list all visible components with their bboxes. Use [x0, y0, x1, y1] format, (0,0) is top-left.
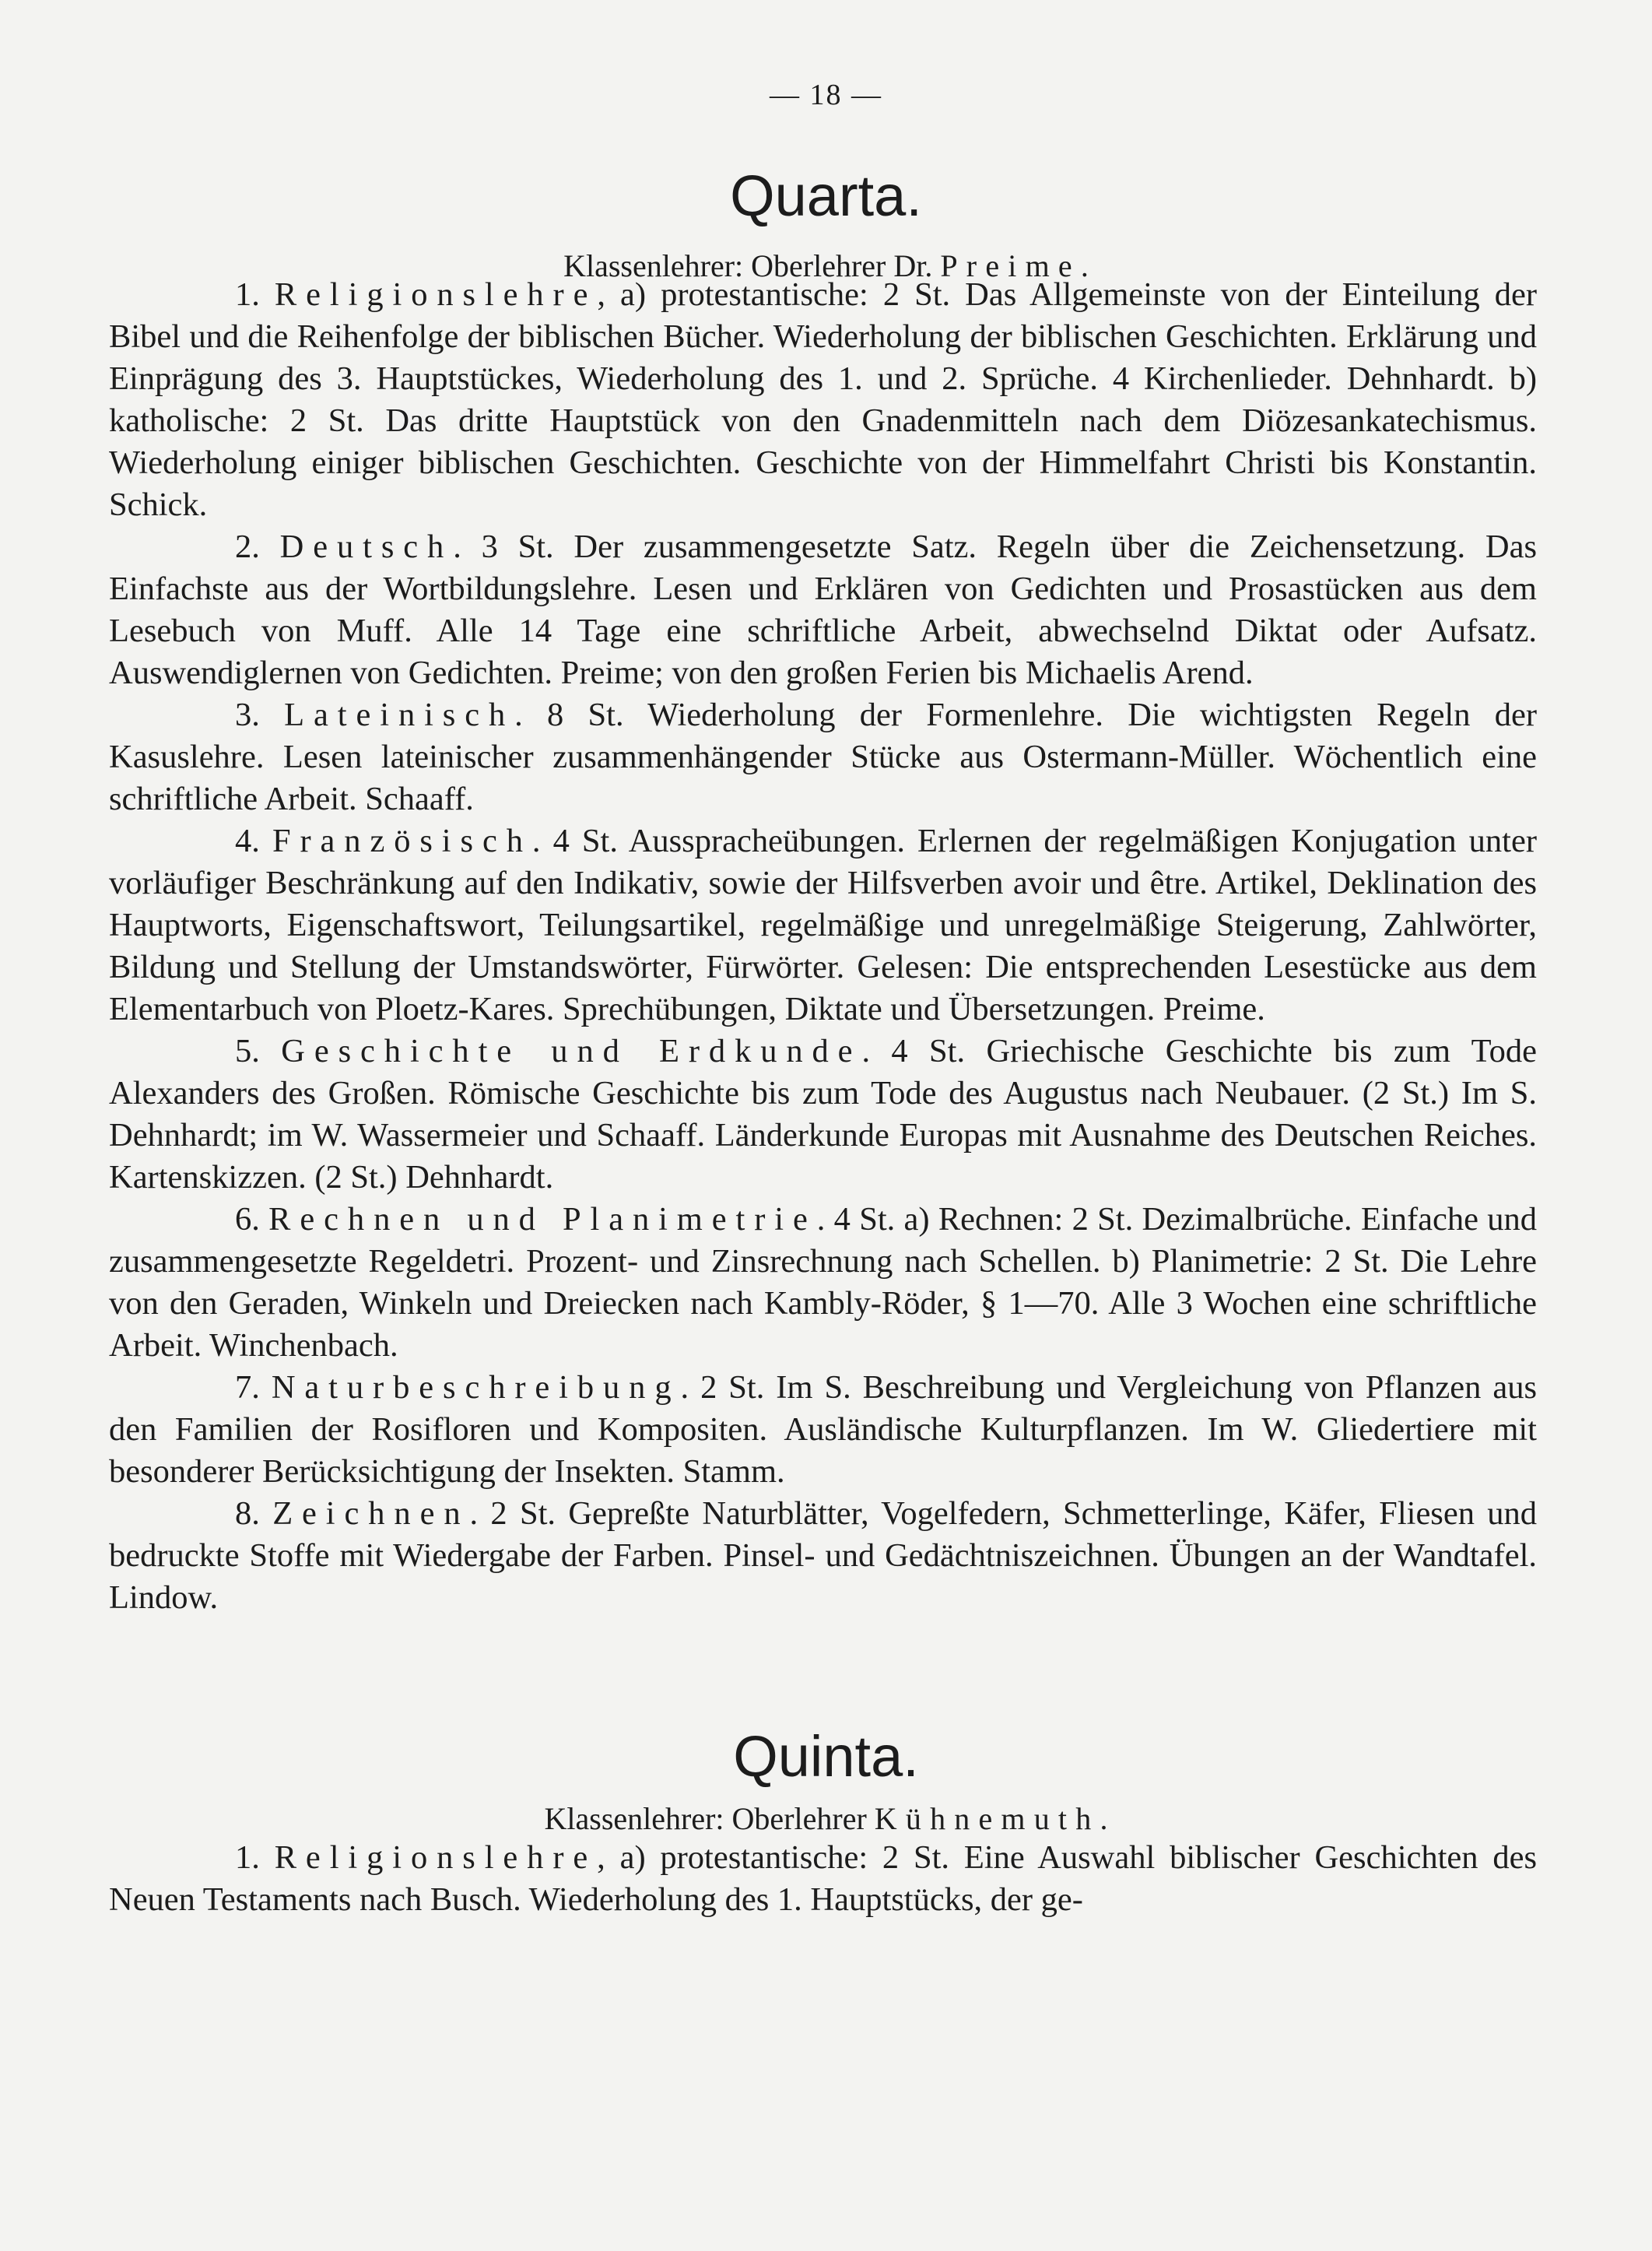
teacher-prefix: Klassenlehrer: Oberlehrer	[544, 1801, 875, 1836]
page-number: — 18 —	[770, 79, 882, 111]
subject-name: Deutsch	[279, 529, 454, 565]
paragraph-franzoesisch: 4. Französisch. 4 St. Ausspracheübungen. Erlernen der regelmäßigen Konjugation unter vorläufiger Beschränkung auf den Indikativ, sowie der Hilfsverben avoir und être. Artikel, Deklination des Hauptworts, Eigenschaftswort, Teilungsartikel, regelmäßige und unregelmäßige Steigerung, Zahlwörter, Bildung und Stellung der Umstandswörter, Fürwörter. Gelesen: Die entsprechenden Lesestücke aus dem Elementarbuch von Ploetz-Kares. Sprechübungen, Diktate und Übersetzungen. Preime.	[109, 823, 1537, 1027]
teacher-name: Preime	[940, 248, 1081, 283]
paragraph-religion: 1. Religionslehre, a) protestantische: 2 St. Das Allgemeinste von der Einteilung der Bibel und die Reihenfolge der biblischen Bücher. Wiederholung der biblischen Geschichten. Erklärung und Einprägung des 3. Hauptstückes, Wiederholung des 1. und 2. Sprüche. 4 Kirchenlieder. Dehnhardt. b) katholische: 2 St. Das dritte Hauptstück von den Gnadenmitteln nach dem Diözesankatechismus. Wiederholung einiger biblischen Geschichten. Geschichte von der Himmelfahrt Christi bis Konstantin. Schick.	[109, 276, 1538, 523]
subject-name: Rechnen und Planimetrie	[268, 1201, 817, 1238]
subject-name: Religionslehre	[274, 276, 598, 313]
paragraph-latein: 3. Lateinisch. 8 St. Wiederholung der Formenlehre. Die wichtigsten Regeln der Kasuslehre. Lesen lateinischer zusammenhängender Stücke aus Ostermann-Müller. Wöchentlich eine schriftliche Arbeit. Schaaff.	[109, 697, 1538, 817]
paragraph-religion: 1. Religionslehre, a) protestantische: 2 St. Eine Auswahl biblischer Geschichten des Neuen Testaments nach Busch. Wiederholung des 1. Hauptstücks, der ge-	[109, 1839, 1537, 1918]
quarta-curriculum	[109, 274, 1537, 1619]
subject-name: Geschichte und Erdkunde	[281, 1033, 862, 1069]
subject-name: Naturbeschreibung	[271, 1369, 681, 1406]
teacher-suffix: .	[1100, 1801, 1108, 1836]
paragraph-deutsch: 2. Deutsch. 3 St. Der zusammengesetzte Satz. Regeln über die Zeichensetzung. Das Einfachste aus der Wortbildungslehre. Lesen und Erklären von Gedichten und Prosastücken aus dem Lesebuch von Muff. Alle 14 Tage eine schriftliche Arbeit, abwechselnd Diktat oder Aufsatz. Auswendiglernen von Gedichten. Preime; von den großen Ferien bis Michaelis Arend.	[109, 529, 1538, 691]
subject-name: Religionslehre	[274, 1839, 598, 1876]
class-teacher-quinta	[0, 1800, 1652, 1838]
section-title-quinta: Quinta.	[733, 1724, 919, 1789]
quinta-curriculum	[109, 1837, 1537, 1921]
subject-name: Zeichnen	[272, 1495, 470, 1532]
paragraph-rechnen: 6. Rechnen und Planimetrie. 4 St. a) Rechnen: 2 St. Dezimalbrüche. Einfache und zusammengesetzte Regeldetri. Prozent- und Zinsrechnung nach Schellen. b) Planimetrie: 2 St. Die Lehre von den Geraden, Winkeln und Dreiecken nach Kambly-Röder, § 1—70. Alle 3 Wochen eine schriftliche Arbeit. Winchenbach.	[109, 1201, 1537, 1364]
teacher-prefix: Klassenlehrer: Oberlehrer Dr.	[563, 248, 941, 283]
paragraph-geschichte: 5. Geschichte und Erdkunde. 4 St. Griechische Geschichte bis zum Tode Alexanders des Großen. Römische Geschichte bis zum Tode des Augustus nach Neubauer. (2 St.) Im S. Dehnhardt; im W. Wassermeier und Schaaff. Länderkunde Europas mit Ausnahme des Deutschen Reiches. Kartenskizzen. (2 St.) Dehnhardt.	[109, 1033, 1537, 1196]
paragraph-naturbeschreibung: 7. Naturbeschreibung. 2 St. Im S. Beschreibung und Vergleichung von Pflanzen aus den Familien der Rosifloren und Kompositen. Ausländische Kulturpflanzen. Im W. Gliedertiere mit besonderer Berücksichtigung der Insekten. Stamm.	[109, 1369, 1538, 1490]
teacher-name: Kühnemuth	[874, 1801, 1100, 1836]
subject-name: Französisch	[272, 823, 532, 859]
teacher-suffix: .	[1080, 248, 1089, 283]
subject-name: Lateinisch	[284, 697, 515, 733]
paragraph-zeichnen: 8. Zeichnen. 2 St. Gepreßte Naturblätter, Vogelfedern, Schmetterlinge, Käfer, Fliesen und bedruckte Stoffe mit Wiedergabe der Farben. Pinsel- und Gedächtniszeichnen. Übungen an der Wandtafel. Lindow.	[109, 1495, 1538, 1616]
section-title-quarta: Quarta.	[730, 163, 922, 228]
